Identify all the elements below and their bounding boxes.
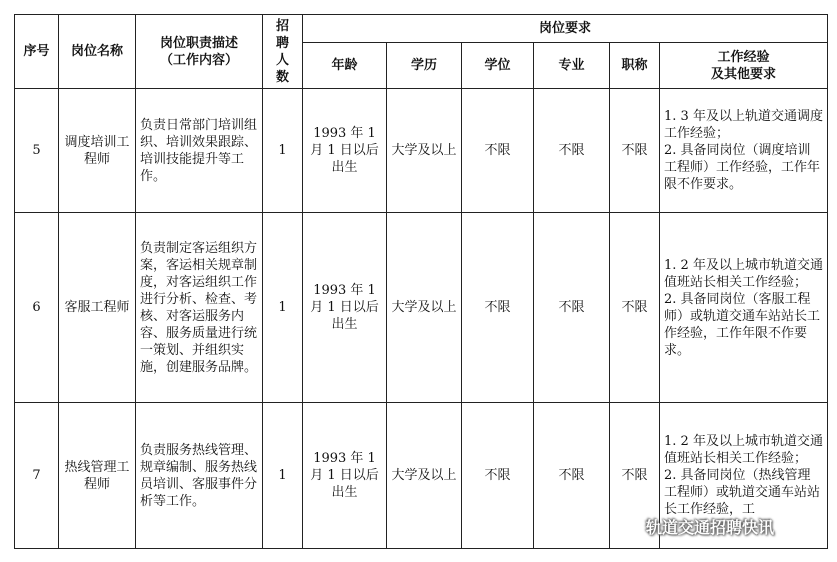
cell-age: 1993 年 1 月 1 日以后出生	[303, 403, 387, 549]
cell-experience: 1. 2 年及以上城市轨道交通值班站长相关工作经验； 2. 具备同岗位（热线管理工程师）或轨道交通车站站长工作经验，工	[660, 403, 828, 549]
cell-position-name: 热线管理工程师	[59, 403, 136, 549]
table-row	[15, 213, 828, 403]
header-requirements: 岗位要求	[303, 15, 828, 43]
cell-count: 1	[263, 213, 303, 403]
cell-major: 不限	[534, 213, 610, 403]
cell-position-name: 客服工程师	[59, 213, 136, 403]
cell-title: 不限	[610, 213, 660, 403]
header-experience	[660, 43, 828, 89]
header-count-char: 聘	[275, 35, 289, 51]
cell-seq: 5	[15, 89, 59, 213]
cell-degree: 不限	[462, 89, 534, 213]
cell-education: 大学及以上	[387, 89, 462, 213]
table-row	[15, 89, 828, 213]
cell-duty: 负责服务热线管理、规章编制、服务热线员培训、客服事件分析等工作。	[136, 403, 263, 549]
cell-degree: 不限	[462, 213, 534, 403]
header-row-1	[15, 15, 828, 43]
job-requirements-table	[14, 14, 828, 549]
header-count	[263, 15, 303, 89]
cell-count: 1	[263, 89, 303, 213]
header-count-char: 数	[275, 69, 289, 85]
header-duty-line2: （工作内容）	[159, 52, 238, 68]
header-position: 岗位名称	[59, 15, 136, 89]
watermark-text: 轨道交通招聘快讯	[646, 518, 775, 537]
header-exp-line1: 工作经验	[717, 49, 770, 65]
header-title: 职称	[610, 43, 660, 89]
cell-experience: 1. 3 年及以上轨道交通调度工作经验； 2. 具备同岗位（调度培训工程师）工作经验，工作年限不作要求。	[660, 89, 828, 213]
cell-title: 不限	[610, 89, 660, 213]
cell-degree: 不限	[462, 403, 534, 549]
wechat-icon	[614, 517, 640, 537]
cell-education: 大学及以上	[387, 213, 462, 403]
cell-duty: 负责制定客运组织方案，客运相关规章制度，对客运组织工作进行分析、检查、考核、对客运服务内容、服务质量进行统一策划、并组织实施，创建服务品牌。	[136, 213, 263, 403]
cell-education: 大学及以上	[387, 403, 462, 549]
cell-seq: 7	[15, 403, 59, 549]
cell-count: 1	[263, 403, 303, 549]
cell-major: 不限	[534, 403, 610, 549]
watermark	[614, 515, 774, 538]
header-major: 专业	[534, 43, 610, 89]
cell-age: 1993 年 1 月 1 日以后出生	[303, 213, 387, 403]
cell-duty: 负责日常部门培训组织、培训效果跟踪、培训技能提升等工作。	[136, 89, 263, 213]
cell-position-name: 调度培训工程师	[59, 89, 136, 213]
cell-major: 不限	[534, 89, 610, 213]
header-age: 年龄	[303, 43, 387, 89]
header-duty	[136, 15, 263, 89]
header-degree: 学位	[462, 43, 534, 89]
header-education: 学历	[387, 43, 462, 89]
cell-experience: 1. 2 年及以上城市轨道交通值班站长相关工作经验； 2. 具备同岗位（客服工程师）或轨道交通车站站长工作经验，工作年限不作要求。	[660, 213, 828, 403]
cell-title: 不限	[610, 403, 660, 549]
header-count-char: 人	[275, 52, 289, 68]
header-count-char: 招	[275, 18, 289, 34]
header-seq: 序号	[15, 15, 59, 89]
header-exp-line2: 及其他要求	[711, 66, 777, 82]
cell-age: 1993 年 1 月 1 日以后出生	[303, 89, 387, 213]
header-duty-line1: 岗位职责描述	[159, 35, 238, 51]
cell-seq: 6	[15, 213, 59, 403]
